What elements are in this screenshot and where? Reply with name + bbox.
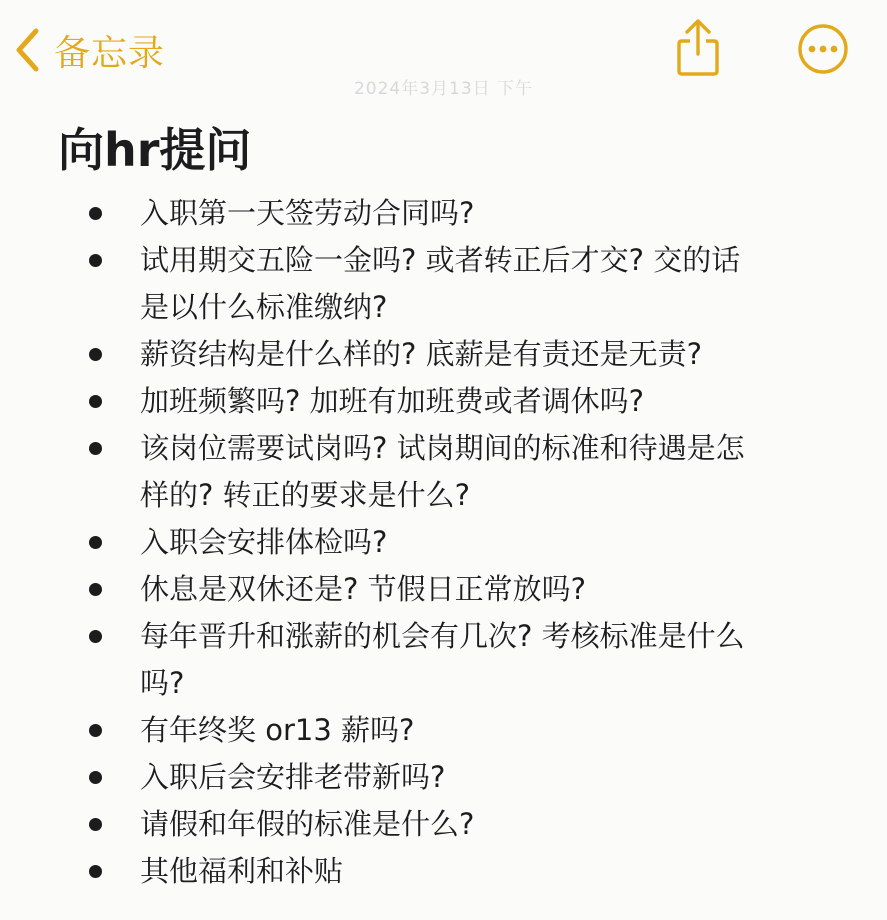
list-item-text: 入职第一天签劳动合同吗? [140,196,475,230]
list-item[interactable] [0,237,887,331]
list-item-text: 请假和年假的标准是什么? [140,807,475,841]
list-item-text: 其他福利和补贴 [140,854,344,888]
bullet-icon [89,771,102,784]
list-item[interactable] [0,566,887,613]
note-body-list[interactable] [0,190,887,895]
list-item[interactable] [0,613,887,707]
list-item[interactable] [0,801,887,848]
list-item[interactable] [0,331,887,378]
more-button[interactable] [796,22,850,76]
bullet-icon [89,583,102,596]
list-item[interactable] [0,707,887,754]
bullet-icon [89,724,102,737]
back-label: 备忘录 [54,32,166,74]
list-item-text: 每年晋升和涨薪的机会有几次? 考核标准是什么 吗? [140,619,745,700]
chevron-left-icon [14,27,40,73]
bullet-icon [89,630,102,643]
note-title[interactable]: 向hr提问 [58,123,252,177]
list-item-text: 入职后会安排老带新吗? [140,760,446,794]
bullet-icon [89,818,102,831]
note-date: 2024年3月13日 下午 [353,79,534,99]
list-item[interactable] [0,378,887,425]
list-item[interactable] [0,754,887,801]
bullet-icon [89,348,102,361]
list-item-text: 该岗位需要试岗吗? 试岗期间的标准和待遇是怎 样的? 转正的要求是什么? [140,431,745,512]
list-item-text: 休息是双休还是? 节假日正常放吗? [140,572,587,606]
list-item[interactable] [0,848,887,895]
back-button[interactable] [14,24,165,76]
bullet-icon [89,254,102,267]
list-item[interactable] [0,425,887,519]
bullet-icon [89,442,102,455]
list-item-text: 加班频繁吗? 加班有加班费或者调休吗? [140,384,645,418]
list-item-text: 试用期交五险一金吗? 或者转正后才交? 交的话 是以什么标准缴纳? [140,243,741,324]
list-item-text: 有年终奖 or13 薪吗? [140,713,415,747]
bullet-icon [89,536,102,549]
list-item-text: 入职会安排体检吗? [140,525,388,559]
list-item-text: 薪资结构是什么样的? 底薪是有责还是无责? [140,337,703,371]
list-item[interactable] [0,519,887,566]
list-item[interactable] [0,190,887,237]
bullet-icon [89,207,102,220]
share-button[interactable] [672,18,724,78]
bullet-icon [89,395,102,408]
bullet-icon [89,865,102,878]
